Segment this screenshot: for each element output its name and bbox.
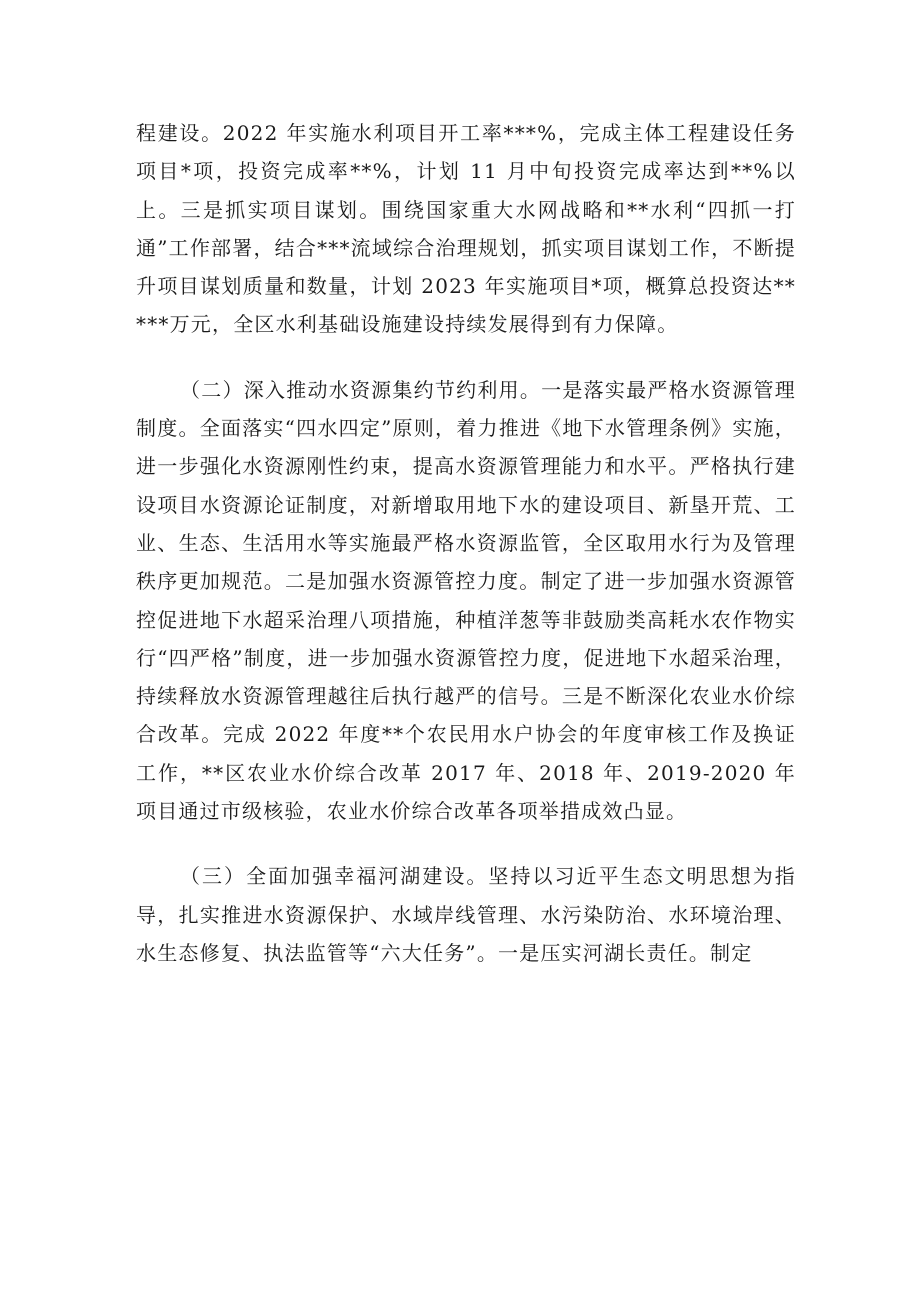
paragraph-gap (136, 344, 796, 371)
paragraph-water-resource-utilization: （二）深入推动水资源集约节约利用。一是落实最严格水资源管理制度。全面落实“四水四定”原则，着力推进《地下水管理条例》实施，进一步强化水资源刚性约束，提高水资源管理能力和水平。严格执行建设项目水资源论证制度，对新增取用地下水的建设项目、新垦开荒、工业、生态、生活用水等实施最严格水资源监管，全区取用水行为及管理秩序更加规范。二是加强水资源管控力度。制定了进一步加强水资源管控促进地下水超采治理八项措施，种植洋葱等非鼓励类高耗水农作物实行“四严格”制度，进一步加强水资源管控力度，促进地下水超采治理，持续释放水资源管理越往后执行越严的信号。三是不断深化农业水价综合改革。完成 2022 年度**个农民用水户协会的年度审核工作及换证工作，**区农业水价综合改革 2017 年、2018 年、2019-2020 年项目通过市级核验，农业水价综合改革各项举措成效凸显。 (136, 377, 796, 824)
paragraph-project-construction: 程建设。2022 年实施水利项目开工率***%，完成主体工程建设任务项目*项，投资完成率**%，计划 11 月中旬投资完成率达到**%以上。三是抓实项目谋划。围绕国家重大水网战略和**水利“四抓一打通”工作部署，结合***流域综合治理规划，抓实项目谋划工作，不断提升项目谋划质量和数量，计划 2023 年实施项目*项，概算总投资达*****万元，全区水利基础设施建设持续发展得到有力保障。 (136, 121, 796, 337)
paragraph-happy-rivers-lakes: （三）全面加强幸福河湖建设。坚持以习近平生态文明思想为指导，扎实推进水资源保护、水域岸线管理、水污染防治、水环境治理、水生态修复、执法监管等“六大任务”。一是压实河湖长责任。制定 (136, 864, 796, 965)
document-body (136, 114, 796, 972)
paragraph-gap (136, 830, 796, 857)
